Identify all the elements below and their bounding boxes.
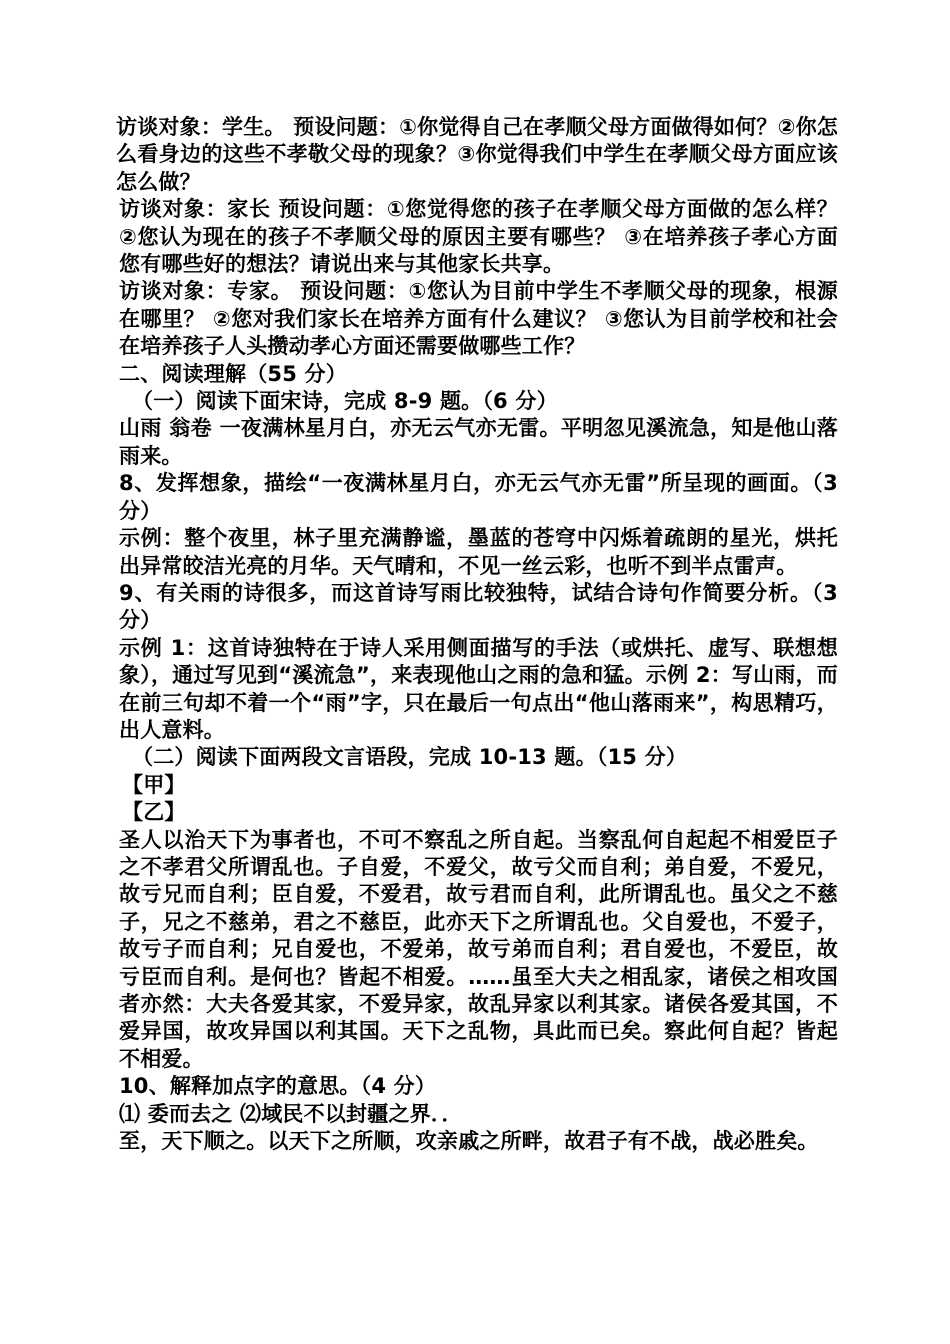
interview-experts-paragraph: 访谈对象：专家。 预设问题：①您认为目前中学生不孝顺父母的现象，根源在哪里？ ②您对我们家长在培养方面有什么建议？ ③您认为目前学校和社会在培养孩子人头攒动孝心方面还需要做哪些工作？ <box>119 279 838 359</box>
question-9: 9、有关雨的诗很多，而这首诗写雨比较独特，试结合诗句作简要分析。（3 分） <box>119 580 838 633</box>
passage-label-jia: 【甲】 <box>122 772 186 797</box>
answer-9-examples: 示例 1：这首诗独特在于诗人采用侧面描写的手法（或烘托、虚写、联想想象），通过写见到“溪流急”，来表现他山之雨的急和猛。示例 2：写山雨，而在前三句却不着一个“雨”字，只在最后一句点出“他山落雨来”，构思精巧，出人意料。 <box>119 635 838 742</box>
subsection-heading-poem: （一）阅读下面宋诗，完成 8-9 题。（6 分） <box>132 389 558 414</box>
passage-yi-text: 圣人以治天下为事者也，不可不察乱之所自起。当察乱何自起起不相爱臣子之不孝君父所谓乱也。子自爱，不爱父，故亏父而自利；弟自爱，不爱兄，故亏兄而自利；臣自爱，不爱君，故亏君而自利，此所谓乱也。虽父之不慈子，兄之不慈弟，君之不慈臣，此亦天下之所谓乱也。父自爱也，不爱子，故亏子而自利；兄自爱也，不爱弟，故亏弟而自利；君自爱也，不爱臣，故亏臣而自利。是何也？皆起不相爱。……虽至大夫之相乱家，诸侯之相攻国者亦然：大夫各爱其家，不爱异家，故乱异家以利其家。诸侯各爱其国，不爱异国，故攻异国以利其国。天下之乱物，具此而已矣。察此何自起？皆起不相爱。 <box>119 827 838 1071</box>
subsection-heading-classical: （二）阅读下面两段文言语段，完成 10-13 题。（15 分） <box>132 745 688 770</box>
question-10-items: ⑴ 委而去之 ⑵域民不以封疆之界．． <box>119 1101 463 1126</box>
document-body <box>116 114 838 1155</box>
closing-passage-text: 至，天下顺之。以天下之所顺，攻亲戚之所畔，故君子有不战，战必胜矣。 <box>119 1129 819 1154</box>
interview-students-paragraph: 访谈对象：学生。 预设问题：①你觉得自己在孝顺父母方面做得如何？②你怎么看身边的这些不孝敬父母的现象？③你觉得我们中学生在孝顺父母方面应该怎么做？ <box>116 115 838 194</box>
passage-label-yi: 【乙】 <box>122 800 186 825</box>
section-heading-reading: 二、阅读理解（55 分） <box>119 361 347 386</box>
question-10: 10、解释加点字的意思。（4 分） <box>119 1074 437 1099</box>
question-8: 8、发挥想象，描绘“一夜满林星月白，亦无云气亦无雷”所呈现的画面。（3 分） <box>119 471 838 523</box>
interview-parents-paragraph: 访谈对象：家长 预设问题：①您觉得您的孩子在孝顺父母方面做的怎么样？ ②您认为现在的孩子不孝顺父母的原因主要有哪些？ ③在培养孩子孝心方面您有哪些好的想法？请说出来与其他家长共享。 <box>119 197 838 277</box>
answer-8-example: 示例：整个夜里，林子里充满静谧，墨蓝的苍穹中闪烁着疏朗的星光，烘托出异常皎洁光亮的月华。天气晴和，不见一丝云彩，也听不到半点雷声。 <box>119 526 838 578</box>
poem-text: 山雨 翁卷 一夜满林星月白，亦无云气亦无雷。平明忽见溪流急，知是他山落雨来。 <box>119 416 838 468</box>
